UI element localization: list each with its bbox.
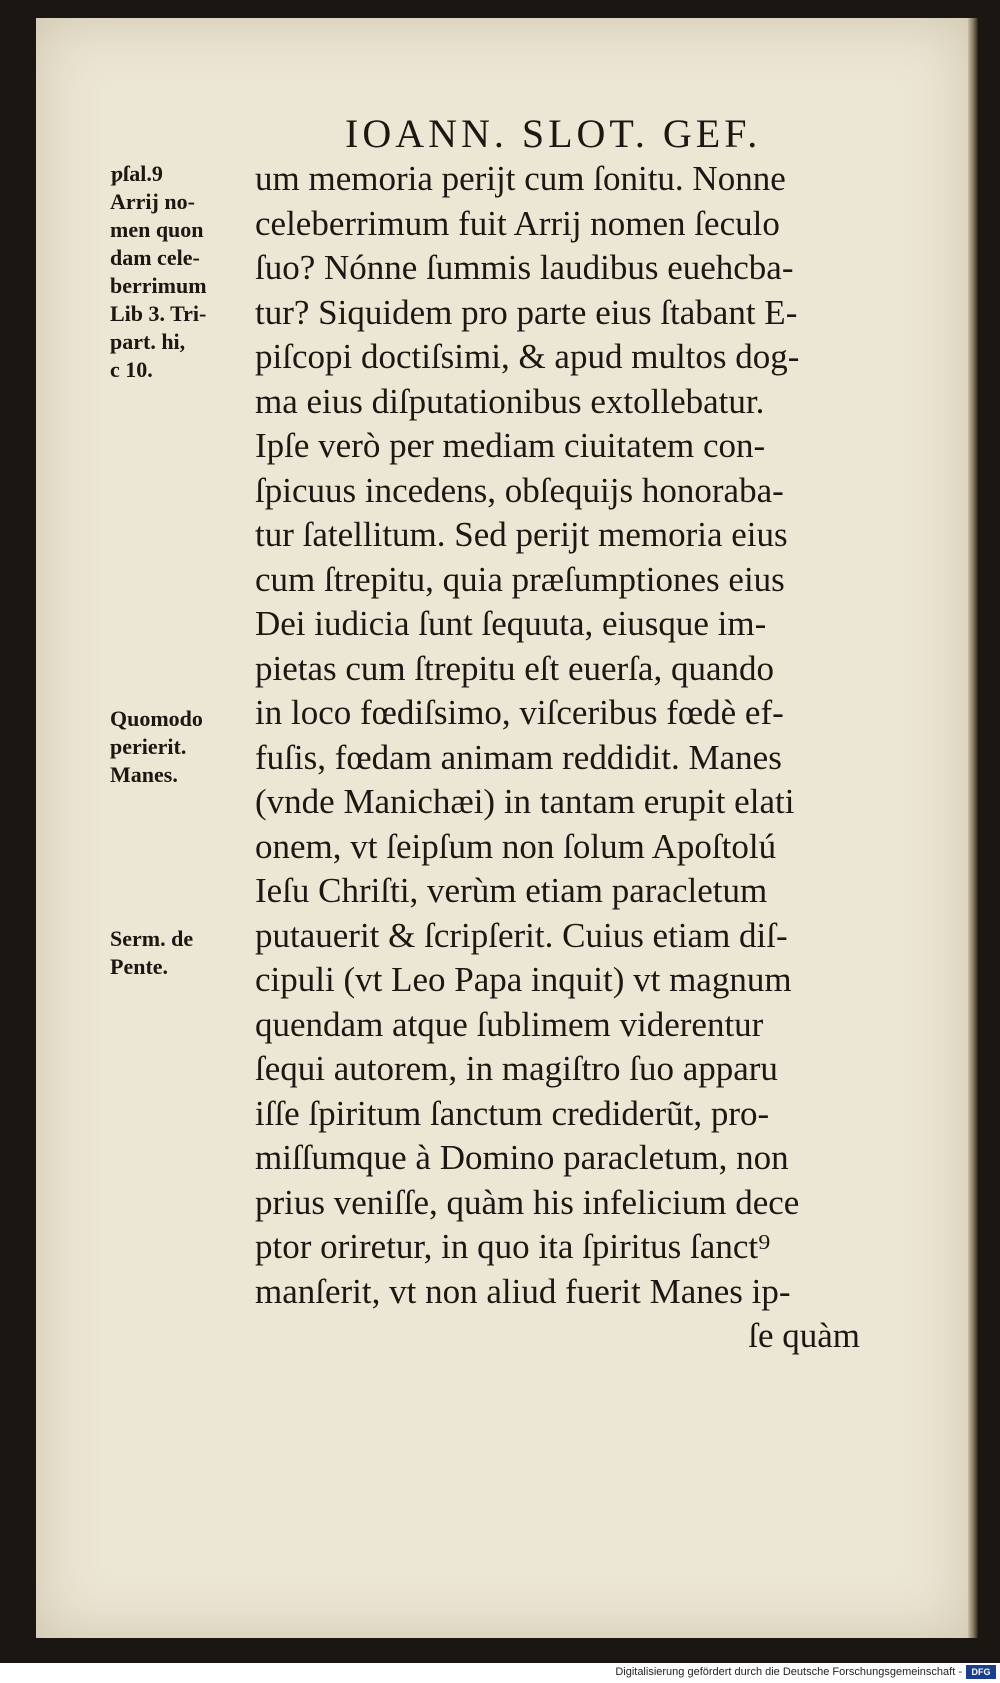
text-line: miſſumque à Domino paracletum, non: [255, 1138, 789, 1177]
margin-note: ƿſal.9: [110, 161, 163, 186]
margin-note: Arrij no-: [110, 189, 195, 214]
margin-note: c 10.: [110, 357, 153, 382]
margin-note: Lib 3. Tri-: [110, 301, 207, 326]
margin-note: dam cele-: [110, 245, 200, 270]
text-line: ſpicuus incedens, obſequijs honoraba-: [255, 470, 784, 510]
text-line: um memoria perijt cum ſonitu. Nonne: [255, 159, 786, 198]
text-line: in loco fœdiſsimo, viſceribus fœdè ef-: [255, 693, 784, 732]
margin-note: part. hi,: [110, 329, 186, 354]
margin-note: Pente.: [110, 954, 169, 979]
catchword: ſe quàm: [748, 1316, 860, 1355]
text-line: quendam atque ſublimem viderentur: [255, 1004, 764, 1044]
text-line: ptor oriretur, in quo ita ſpiritus ſanct⁹: [255, 1227, 771, 1266]
text-line: Dei iudicia ſunt ſequuta, eiusque im-: [255, 604, 767, 643]
text-line: ſequi autorem, in magiſtro ſuo apparu: [255, 1049, 778, 1088]
text-line: Ipſe verò per mediam ciuitatem con-: [255, 426, 766, 465]
margin-note: Quomodo: [110, 706, 203, 731]
text-line: tur ſatellitum. Sed perijt memoria eius: [255, 515, 788, 554]
page-edge: [968, 18, 978, 1638]
dfg-logo: DFG: [966, 1665, 996, 1679]
margin-note: Serm. de: [110, 926, 194, 951]
text-line: (vnde Manichæi) in tantam erupit elati: [255, 782, 795, 821]
margin-note: Manes.: [110, 762, 178, 787]
margin-note: berrimum: [110, 273, 207, 298]
text-line: putauerit & ſcripſerit. Cuius etiam diſ-: [255, 915, 788, 955]
text-line: onem, vt ſeipſum non ſolum Apoſtolú: [255, 826, 777, 866]
text-line: Ieſu Chriſti, verùm etiam paracletum: [255, 871, 768, 910]
text-line: pietas cum ſtrepitu eſt euerſa, quando: [255, 648, 774, 688]
text-line: prius veniſſe, quàm his infelicium dece: [255, 1182, 800, 1222]
digitization-credit: Digitalisierung gefördert durch die Deutsche Forschungsgemeinschaft -: [615, 1666, 962, 1678]
text-line: ſuo? Nónne ſummis laudibus euehcba-: [255, 248, 794, 287]
text-line: tur? Siquidem pro parte eius ſtabant E-: [255, 292, 798, 332]
text-line: celeberrimum fuit Arrij nomen ſeculo: [255, 203, 780, 243]
text-line: ma eius diſputationibus extollebatur.: [255, 381, 765, 421]
text-line: cipuli (vt Leo Papa inquit) vt magnum: [255, 960, 792, 999]
text-line: iſſe ſpiritum ſanctum crediderũt, pro-: [255, 1093, 770, 1133]
text-line: manſerit, vt non aliud fuerit Manes ip-: [255, 1271, 791, 1311]
body-text: [255, 157, 915, 1359]
running-title: IOANN. SLOT. GEF.: [345, 111, 762, 156]
text-line: fuſis, fœdam animam reddidit. Manes: [255, 737, 782, 777]
margin-note: perierit.: [110, 734, 187, 759]
text-line: piſcopi doctiſsimi, & apud multos dog-: [255, 337, 800, 376]
margin-note: men quon: [110, 217, 204, 242]
text-line: cum ſtrepitu, quia præſumptiones eius: [255, 559, 785, 599]
